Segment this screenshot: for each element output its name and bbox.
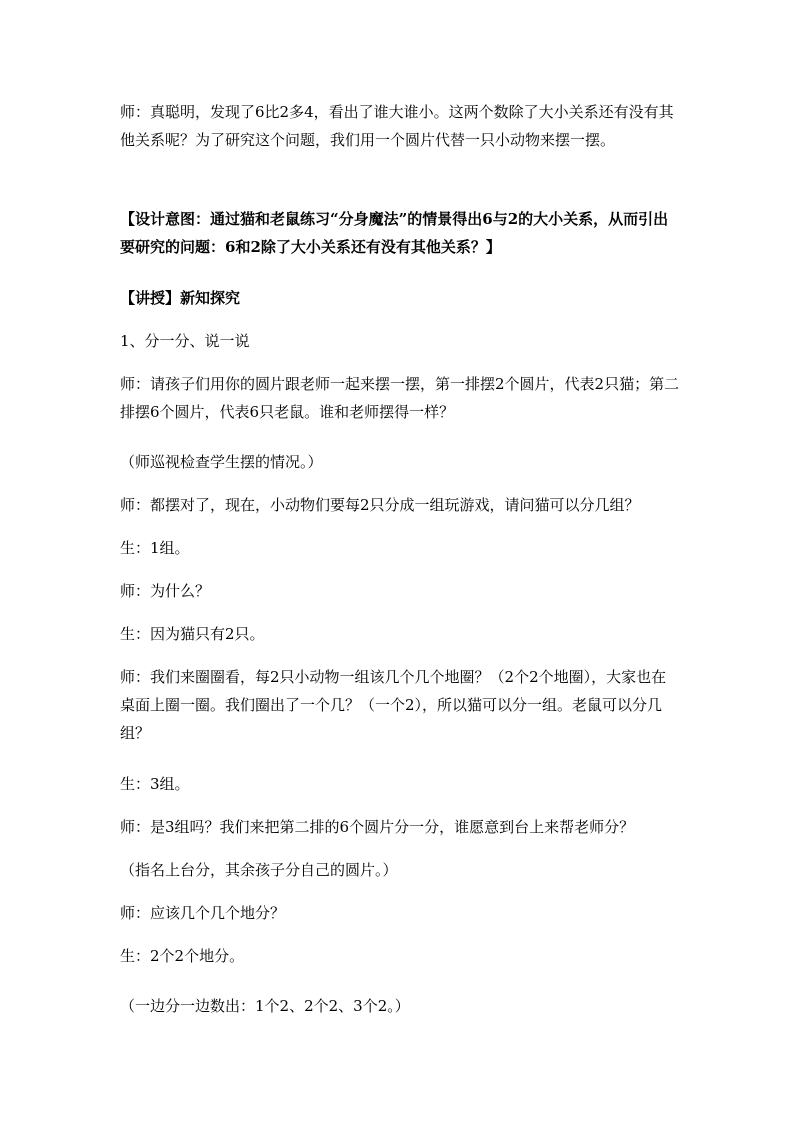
paragraph-teacher-inspects: （师巡视检查学生摆的情况。） — [120, 453, 323, 471]
paragraph-circle-discs: 师：我们来圈圈看，每2只小动物一组该几个几个地圈？（2个2个地圈），大家也在桌面上圈一圈。我们圈出了一个几？（一个2），所以猫可以分一组。老鼠可以分几组？ — [120, 668, 667, 742]
paragraph-arrange-discs: 师：请孩子们用你的圆片跟老师一起来摆一摆，第一排摆2个圆片，代表2只猫；第二排摆6个圆片，代表6只老鼠。谁和老师摆得一样？ — [120, 375, 680, 421]
paragraph-teacher-why: 师：为什么？ — [120, 582, 211, 600]
paragraph-teacher-how-divide: 师：应该几个几个地分？ — [120, 904, 286, 922]
paragraph-student-two-by-two: 生：2个2个地分。 — [120, 947, 245, 965]
paragraph-teacher-intro: 师：真聪明，发现了6比2多4，看出了谁大谁小。这两个数除了大小关系还有没有其他关系呢？为了研究这个问题，我们用一个圆片代替一只小动物来摆一摆。 — [120, 103, 674, 149]
paragraph-student-three-groups: 生：3组。 — [120, 775, 190, 793]
paragraph-design-intent: 【设计意图：通过猫和老鼠练习“分身魔法”的情景得出6与2的大小关系，从而引出要研究的问题：6和2除了大小关系还有没有其他关系？】 — [120, 210, 669, 256]
paragraph-teacher-check-three: 师：是3组吗？我们来把第二排的6个圆片分一分，谁愿意到台上来帮老师分？ — [120, 818, 635, 836]
paragraph-student-because: 生：因为猫只有2只。 — [120, 625, 265, 643]
subheading-divide-and-say: 1、分一分、说一说 — [120, 332, 250, 350]
paragraph-student-on-stage: （指名上台分，其余孩子分自己的圆片。） — [120, 861, 398, 879]
paragraph-group-question: 师：都摆对了，现在，小动物们要每2只分成一组玩游戏，请问猫可以分几组？ — [120, 496, 640, 514]
paragraph-student-one-group: 生：1组。 — [120, 539, 190, 557]
paragraph-count-out: （一边分一边数出：1个2、2个2、3个2。） — [120, 997, 410, 1015]
section-heading-new-knowledge: 【讲授】新知探究 — [120, 289, 241, 307]
